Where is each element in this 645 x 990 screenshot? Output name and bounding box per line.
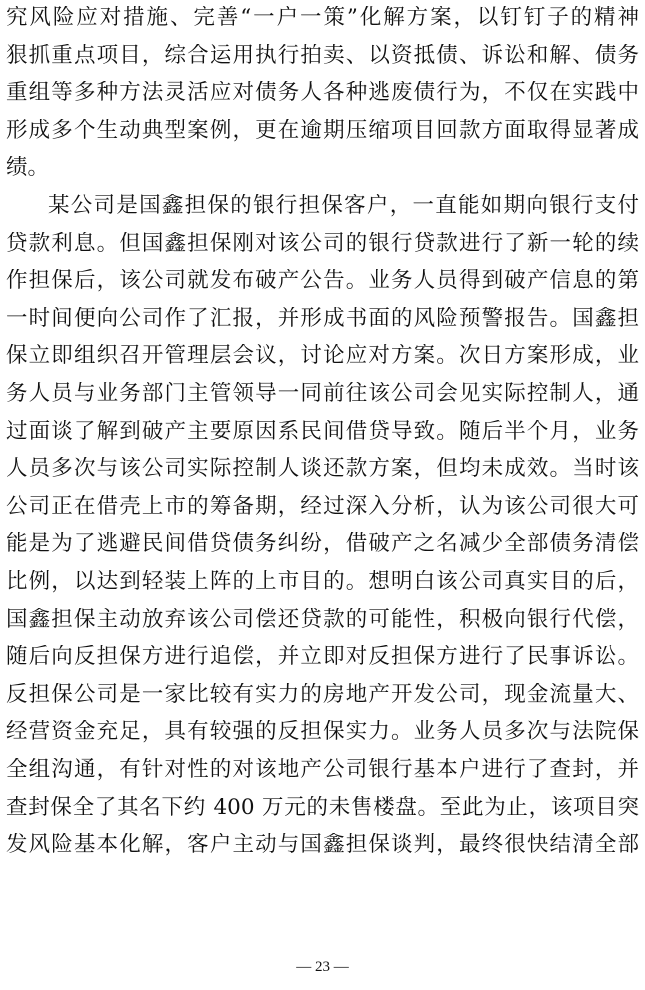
text-line: 一时间便向公司作了汇报，并形成书面的风险预警报告。国鑫担	[6, 306, 639, 331]
text-line: 比例，以达到轻装上阵的上市目的。想明白该公司真实目的后，	[6, 570, 639, 594]
text-line: 人员多次与该公司实际控制人谈还款方案，但均未成效。当时该	[6, 457, 639, 482]
text-line: 贷款利息。但国鑫担保刚对该公司的银行贷款进行了新一轮的续	[6, 231, 639, 256]
page-number: — 23 —	[296, 959, 349, 975]
text-line: 重组等多种方法灵活应对债务人各种逃废债行为，不仅在实践中	[6, 81, 639, 106]
text-line: 究风险应对措施、完善“一户一策”化解方案，以钉钉子的精神	[6, 6, 639, 30]
text-line: 发风险基本化解，客户主动与国鑫担保谈判，最终很快结清全部	[6, 833, 639, 858]
text-line: 公司正在借壳上市的筹备期，经过深入分析，认为该公司很大可	[6, 494, 639, 519]
text-line: 形成多个生动典型案例，更在逾期压缩项目回款方面取得显著成	[6, 118, 639, 143]
text-line: 反担保公司是一家比较有实力的房地产开发公司，现金流量大、	[6, 682, 639, 707]
text-line: 查封保全了其名下约 400 万元的未售楼盘。至此为止，该项目突	[6, 795, 639, 820]
text-line: 过面谈了解到破产主要原因系民间借贷导致。随后半个月，业务	[6, 419, 639, 444]
text-line: 绩。	[6, 156, 50, 181]
text-line: 作担保后，该公司就发布破产公告。业务人员得到破产信息的第	[6, 269, 639, 294]
text-line: 经营资金充足，具有较强的反担保实力。业务人员多次与法院保	[6, 720, 639, 745]
text-line: 保立即组织召开管理层会议，讨论应对方案。次日方案形成，业	[6, 344, 639, 369]
text-line: 某公司是国鑫担保的银行担保客户，一直能如期向银行支付	[48, 194, 639, 218]
text-line: 国鑫担保主动放弃该公司偿还贷款的可能性，积极向银行代偿，	[6, 607, 639, 632]
text-line: 全组沟通，有针对性的对该地产公司银行基本户进行了查封，并	[6, 758, 639, 782]
text-line: 狠抓重点项目，综合运用执行拍卖、以资抵债、诉讼和解、债务	[6, 43, 639, 68]
text-line: 随后向反担保方进行追偿，并立即对反担保方进行了民事诉讼。	[6, 645, 639, 670]
text-line: 能是为了逃避民间借贷债务纠纷，借破产之名减少全部债务清偿	[6, 532, 639, 557]
text-line: 务人员与业务部门主管领导一同前往该公司会见实际控制人，通	[6, 382, 639, 406]
